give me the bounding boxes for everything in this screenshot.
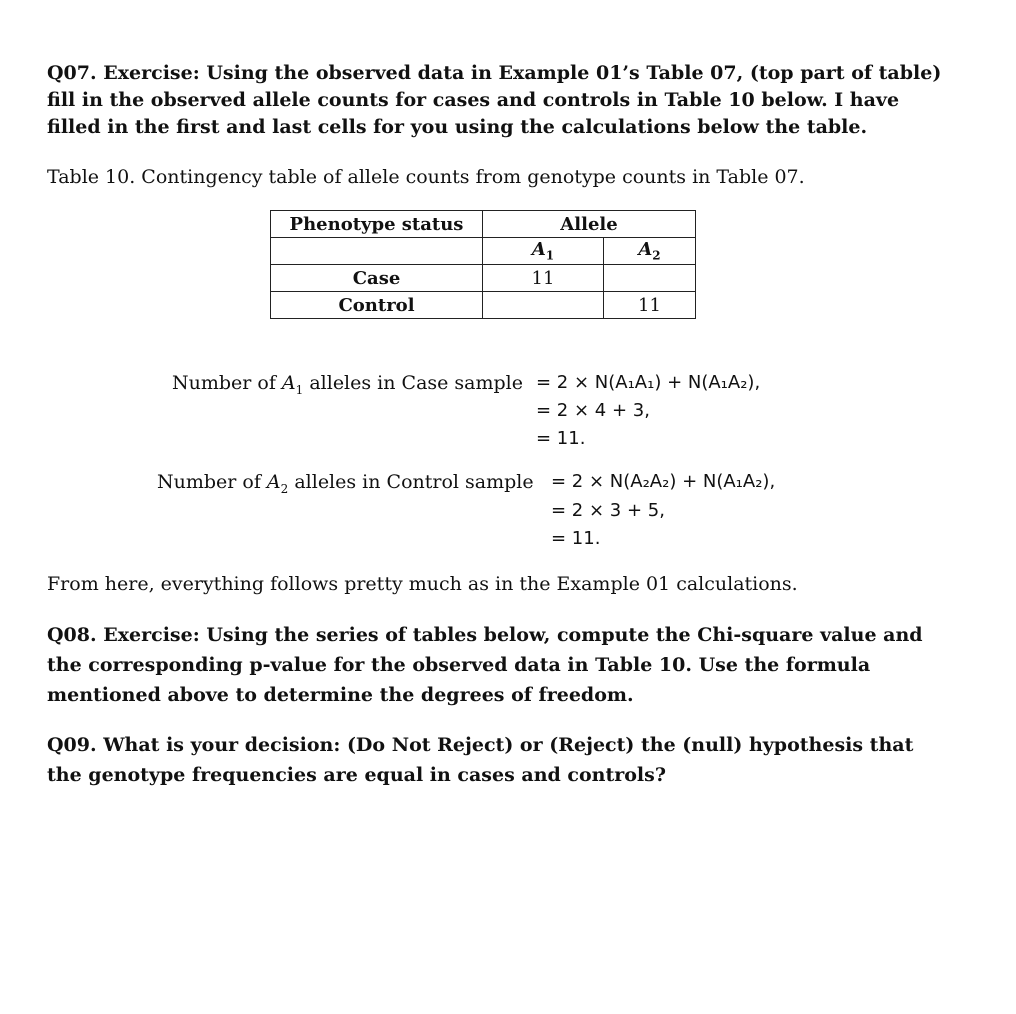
- calc1-line2: = 2 × 4 + 3,: [536, 400, 650, 421]
- question-q08: Q08. Exercise: Using the series of tables below, compute the Chi-square value and the corresponding p-value for the observed data in Table 10. Use the formula mentioned above to determine the degrees of freedom.: [47, 624, 923, 706]
- calc1-line1: = 2 × N(A₁A₁) + N(A₁A₂),: [536, 372, 761, 393]
- question-q09: Q09. What is your decision: (Do Not Reject) or (Reject) the (null) hypothesis that the genotype frequencies are equal in cases and controls?: [47, 734, 914, 786]
- calc2-label: Number of $A_2$ alleles in Control sample: [157, 471, 534, 496]
- row-label-control: Control: [271, 292, 483, 319]
- table-row: [271, 265, 696, 292]
- header-a1: $A_1$: [483, 238, 604, 265]
- row-label-case: Case: [271, 265, 483, 292]
- table-row: [271, 292, 696, 319]
- table-caption: Table 10. Contingency table of allele counts from genotype counts in Table 07.: [47, 166, 805, 188]
- followup-text: From here, everything follows pretty much as in the Example 01 calculations.: [47, 573, 798, 595]
- blank-header-cell: [271, 238, 483, 265]
- header-phenotype-status: Phenotype status: [271, 211, 483, 238]
- contingency-table: [270, 210, 696, 319]
- cell-control-a1: [483, 292, 604, 319]
- header-allele: Allele: [483, 211, 696, 238]
- question-q07: Q07. Exercise: Using the observed data in Example 01’s Table 07, (top part of table) fill in the observed allele counts for cases and controls in Table 10 below. I have filled in the first and last cells for you using the calculations below the table.: [47, 62, 942, 138]
- calc1-label: Number of $A_1$ alleles in Case sample: [172, 372, 524, 397]
- cell-case-a2: [604, 265, 696, 292]
- calc1-line3: = 11.: [536, 428, 586, 449]
- calc2-line3: = 11.: [551, 528, 601, 549]
- header-a2: $A_2$: [604, 238, 696, 265]
- calc2-line1: = 2 × N(A₂A₂) + N(A₁A₂),: [551, 471, 776, 492]
- calc2-line2: = 2 × 3 + 5,: [551, 500, 665, 521]
- cell-control-a2: 11: [604, 292, 696, 319]
- cell-case-a1: 11: [483, 265, 604, 292]
